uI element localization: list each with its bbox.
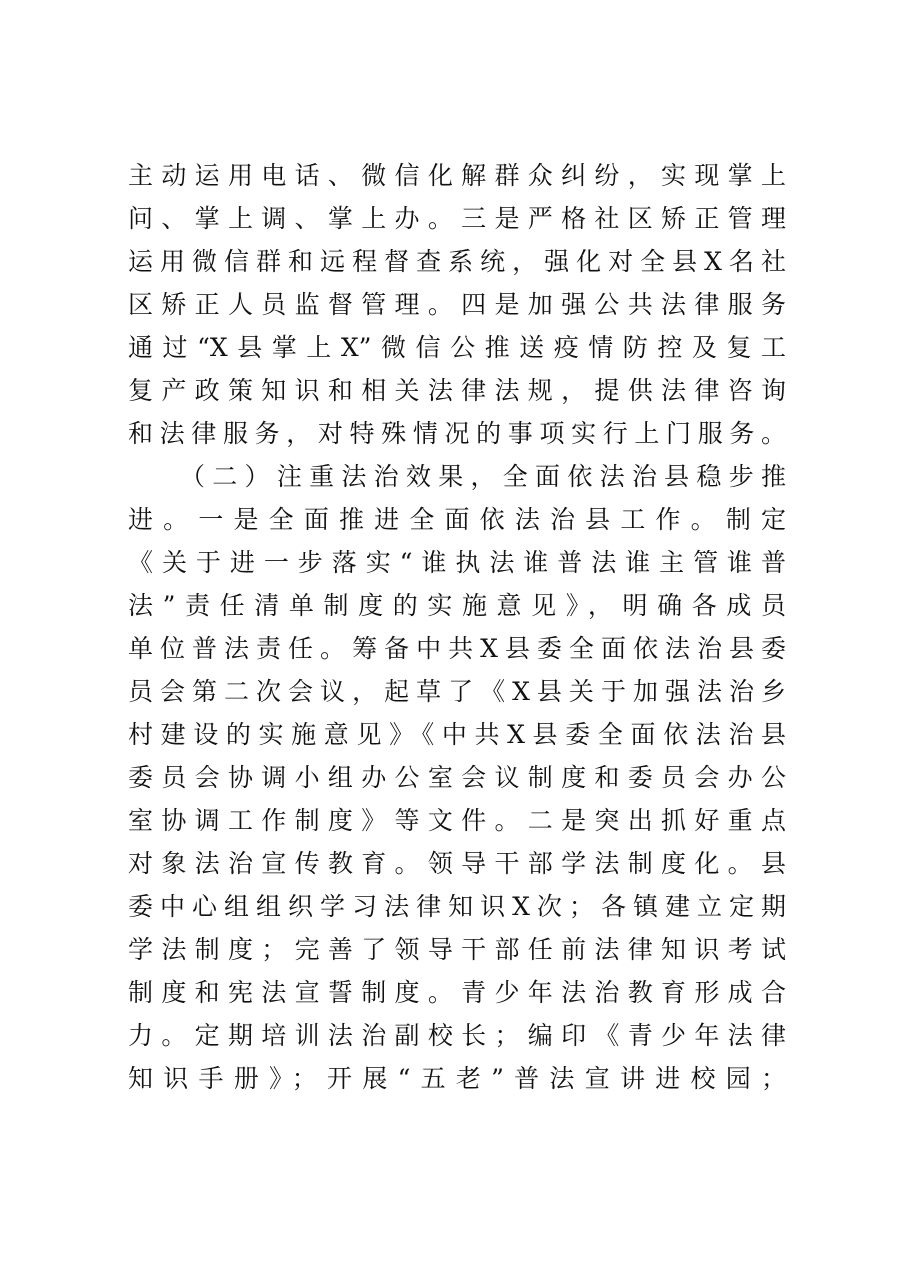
text-line: 问、掌上调、掌上办。三是严格社区矫正管理 [128,204,786,233]
text-line: 通过“X县掌上X”微信公推送疫情防控及复工 [128,333,786,362]
text-line: 区矫正人员监督管理。四是加强公共法律服务 [128,290,786,319]
text-line: （二）注重法治效果，全面依法治县稳步推 [180,462,786,491]
text-line: 法”责任清单制度的实施意见》，明确各成员 [128,591,786,620]
text-line: 制度和宪法宣誓制度。青少年法治教育形成合 [128,978,786,1007]
text-line: 委员会协调小组办公室会议制度和委员会办公 [128,763,786,792]
text-line: 进。一是全面推进全面依法治县工作。制定 [128,505,786,534]
text-line: 室协调工作制度》等文件。二是突出抓好重点 [128,806,786,835]
text-line: 委中心组组织学习法律知识X次；各镇建立定期 [128,892,786,921]
text-line: 复产政策知识和相关法律法规，提供法律咨询 [128,376,786,405]
text-line: 知识手册》；开展“五老”普法宣讲进校园； [128,1064,786,1093]
text-line: 学法制度；完善了领导干部任前法律知识考试 [128,935,786,964]
text-line: 《关于进一步落实“谁执法谁普法谁主管谁普 [128,548,786,577]
text-line: 运用微信群和远程督查系统，强化对全县X名社 [128,247,786,276]
text-line: 力。定期培训法治副校长；编印《青少年法律 [128,1021,786,1050]
text-line: 村建设的实施意见》《中共X县委全面依法治县 [128,720,786,749]
text-line: 单位普法责任。筹备中共X县委全面依法治县委 [128,634,786,663]
text-line: 和法律服务，对特殊情况的事项实行上门服务。 [128,419,786,448]
text-line: 员会第二次会议，起草了《X县关于加强法治乡 [128,677,786,706]
text-line: 主动运用电话、微信化解群众纠纷，实现掌上 [128,161,786,190]
text-line: 对象法治宣传教育。领导干部学法制度化。县 [128,849,786,878]
